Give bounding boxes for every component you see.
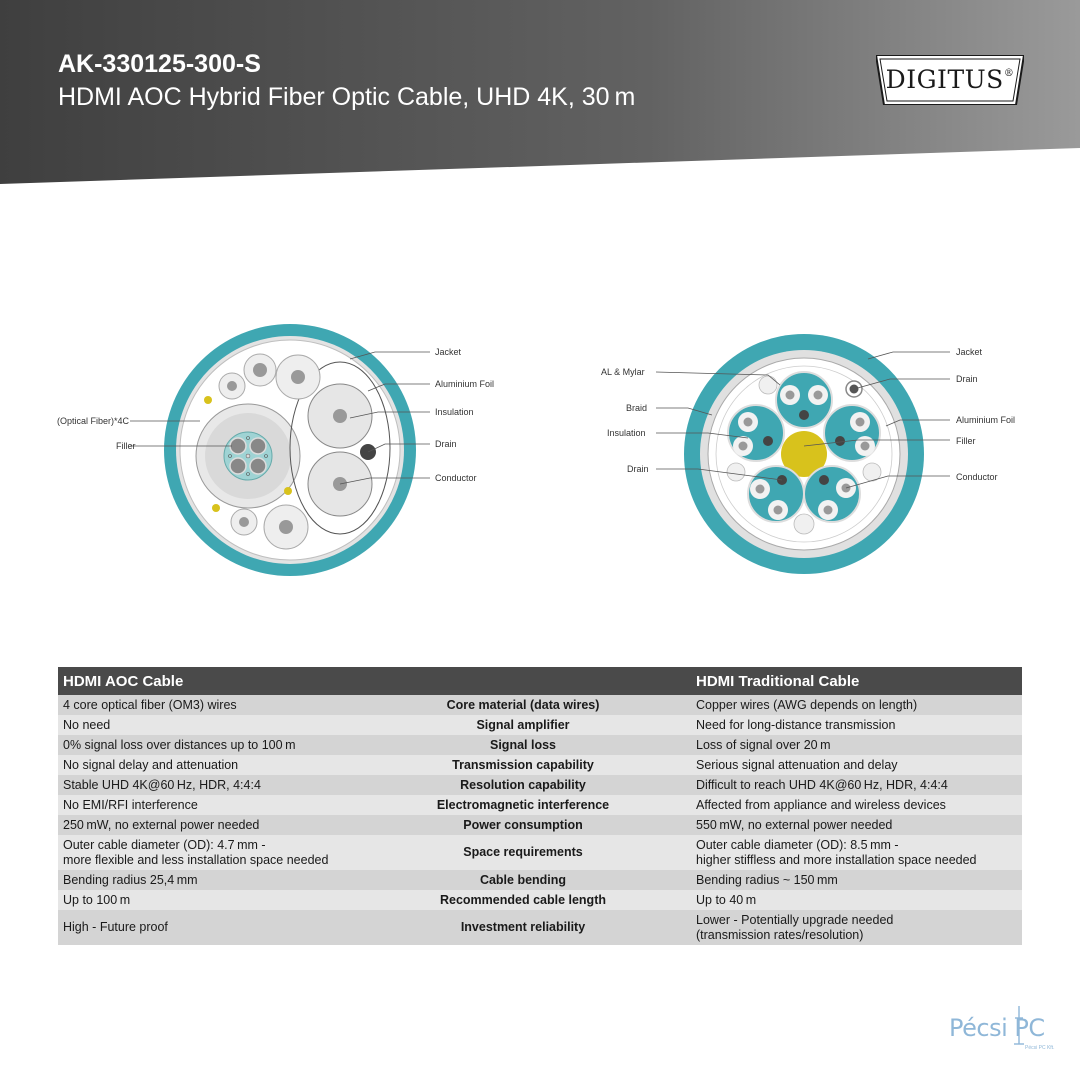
cell-traditional: Affected from appliance and wireless devices bbox=[696, 798, 946, 812]
watermark-logo bbox=[949, 1004, 1059, 1054]
aoc-label-foil: Aluminium Foil bbox=[435, 379, 495, 389]
cell-aoc-line2: more flexible and less installation space needed bbox=[63, 853, 329, 867]
cell-feature: Signal amplifier bbox=[476, 718, 570, 732]
cell-aoc: 0% signal loss over distances up to 100 m bbox=[63, 738, 296, 752]
cell-aoc: Outer cable diameter (OD): 4.7 mm - bbox=[63, 838, 266, 852]
table-row bbox=[58, 870, 1022, 890]
trad-label-foil: Aluminium Foil bbox=[956, 415, 1016, 425]
cell-traditional-line2: higher stiffless and more installation space needed bbox=[696, 853, 977, 867]
aoc-label-drain: Drain bbox=[435, 439, 457, 449]
aoc-label-insulation: Insulation bbox=[435, 407, 474, 417]
cell-aoc: Up to 100 m bbox=[63, 893, 131, 907]
cell-traditional: Up to 40 m bbox=[696, 893, 757, 907]
cell-traditional: Serious signal attenuation and delay bbox=[696, 758, 898, 772]
trad-label-jacket: Jacket bbox=[956, 347, 983, 357]
trad-label-insulation: Insulation bbox=[607, 428, 646, 438]
cell-aoc: High - Future proof bbox=[63, 920, 168, 934]
cell-feature: Resolution capability bbox=[460, 778, 586, 792]
aoc-label-filler: Filler bbox=[116, 441, 136, 451]
registered-mark: ® bbox=[1003, 68, 1015, 79]
cell-aoc: 250 mW, no external power needed bbox=[63, 818, 260, 832]
trad-label-filler: Filler bbox=[956, 436, 976, 446]
brand-logo bbox=[876, 55, 1024, 105]
cell-traditional-line2: (transmission rates/resolution) bbox=[696, 928, 864, 942]
aoc-cable-diagram bbox=[160, 320, 420, 580]
cell-traditional: Difficult to reach UHD 4K@60 Hz, HDR, 4:4:4 bbox=[696, 778, 948, 792]
cell-traditional: Loss of signal over 20 m bbox=[696, 738, 831, 752]
table-row bbox=[58, 775, 1022, 795]
cell-feature: Cable bending bbox=[479, 873, 567, 887]
cell-traditional: Need for long-distance transmission bbox=[696, 718, 896, 732]
trad-label-conductor: Conductor bbox=[956, 472, 998, 482]
table-row bbox=[58, 795, 1022, 815]
header-aoc: HDMI AOC Cable bbox=[63, 673, 184, 690]
table-row bbox=[58, 910, 1022, 945]
cell-aoc: 4 core optical fiber (OM3) wires bbox=[63, 698, 237, 712]
cell-traditional: Bending radius ~ 150 mm bbox=[696, 873, 838, 887]
table-row bbox=[58, 815, 1022, 835]
trad-label-braid: Braid bbox=[626, 403, 648, 413]
table-row bbox=[58, 735, 1022, 755]
cell-aoc: No signal delay and attenuation bbox=[63, 758, 239, 772]
cell-traditional: 550 mW, no external power needed bbox=[696, 818, 893, 832]
cell-feature: Investment reliability bbox=[460, 920, 586, 934]
table-row bbox=[58, 715, 1022, 735]
header-traditional: HDMI Traditional Cable bbox=[696, 673, 860, 690]
cell-feature: Power consumption bbox=[463, 818, 583, 832]
aoc-label-fiber: (Optical Fiber)*4C bbox=[57, 416, 130, 426]
comparison-table bbox=[58, 667, 1022, 945]
product-code: AK-330125-300-S bbox=[58, 50, 261, 78]
table-header bbox=[58, 667, 1022, 695]
cell-aoc: Stable UHD 4K@60 Hz, HDR, 4:4:4 bbox=[63, 778, 261, 792]
table-row bbox=[58, 835, 1022, 870]
table-row bbox=[58, 755, 1022, 775]
table-row bbox=[58, 695, 1022, 715]
aoc-label-jacket: Jacket bbox=[435, 347, 462, 357]
watermark-small: Pécsi PC Kft. bbox=[1025, 1045, 1055, 1051]
brand-name: DIGITUS bbox=[885, 65, 1004, 94]
trad-label-mylar: AL & Mylar bbox=[601, 367, 645, 377]
cell-feature: Transmission capability bbox=[452, 758, 594, 772]
cell-feature: Space requirements bbox=[463, 845, 583, 859]
table-row bbox=[58, 890, 1022, 910]
cell-feature: Recommended cable length bbox=[439, 893, 606, 907]
trad-label-drain-right: Drain bbox=[956, 374, 978, 384]
traditional-cable-diagram bbox=[678, 320, 938, 580]
cell-aoc: No need bbox=[63, 718, 111, 732]
cell-feature: Electromagnetic interference bbox=[436, 798, 610, 812]
cell-traditional: Lower - Potentially upgrade needed bbox=[696, 913, 894, 927]
product-title: HDMI AOC Hybrid Fiber Optic Cable, UHD 4K, 30 m bbox=[58, 83, 636, 111]
cell-aoc: No EMI/RFI interference bbox=[63, 798, 198, 812]
cell-traditional: Copper wires (AWG depends on length) bbox=[696, 698, 918, 712]
aoc-label-conductor: Conductor bbox=[435, 473, 477, 483]
cell-traditional: Outer cable diameter (OD): 8.5 mm - bbox=[696, 838, 899, 852]
cell-aoc: Bending radius 25,4 mm bbox=[63, 873, 198, 887]
watermark-text: Pécsi PC bbox=[949, 1014, 1045, 1042]
trad-label-drain-left: Drain bbox=[627, 464, 649, 474]
cell-feature: Signal loss bbox=[490, 738, 556, 752]
cell-feature: Core material (data wires) bbox=[446, 698, 600, 712]
